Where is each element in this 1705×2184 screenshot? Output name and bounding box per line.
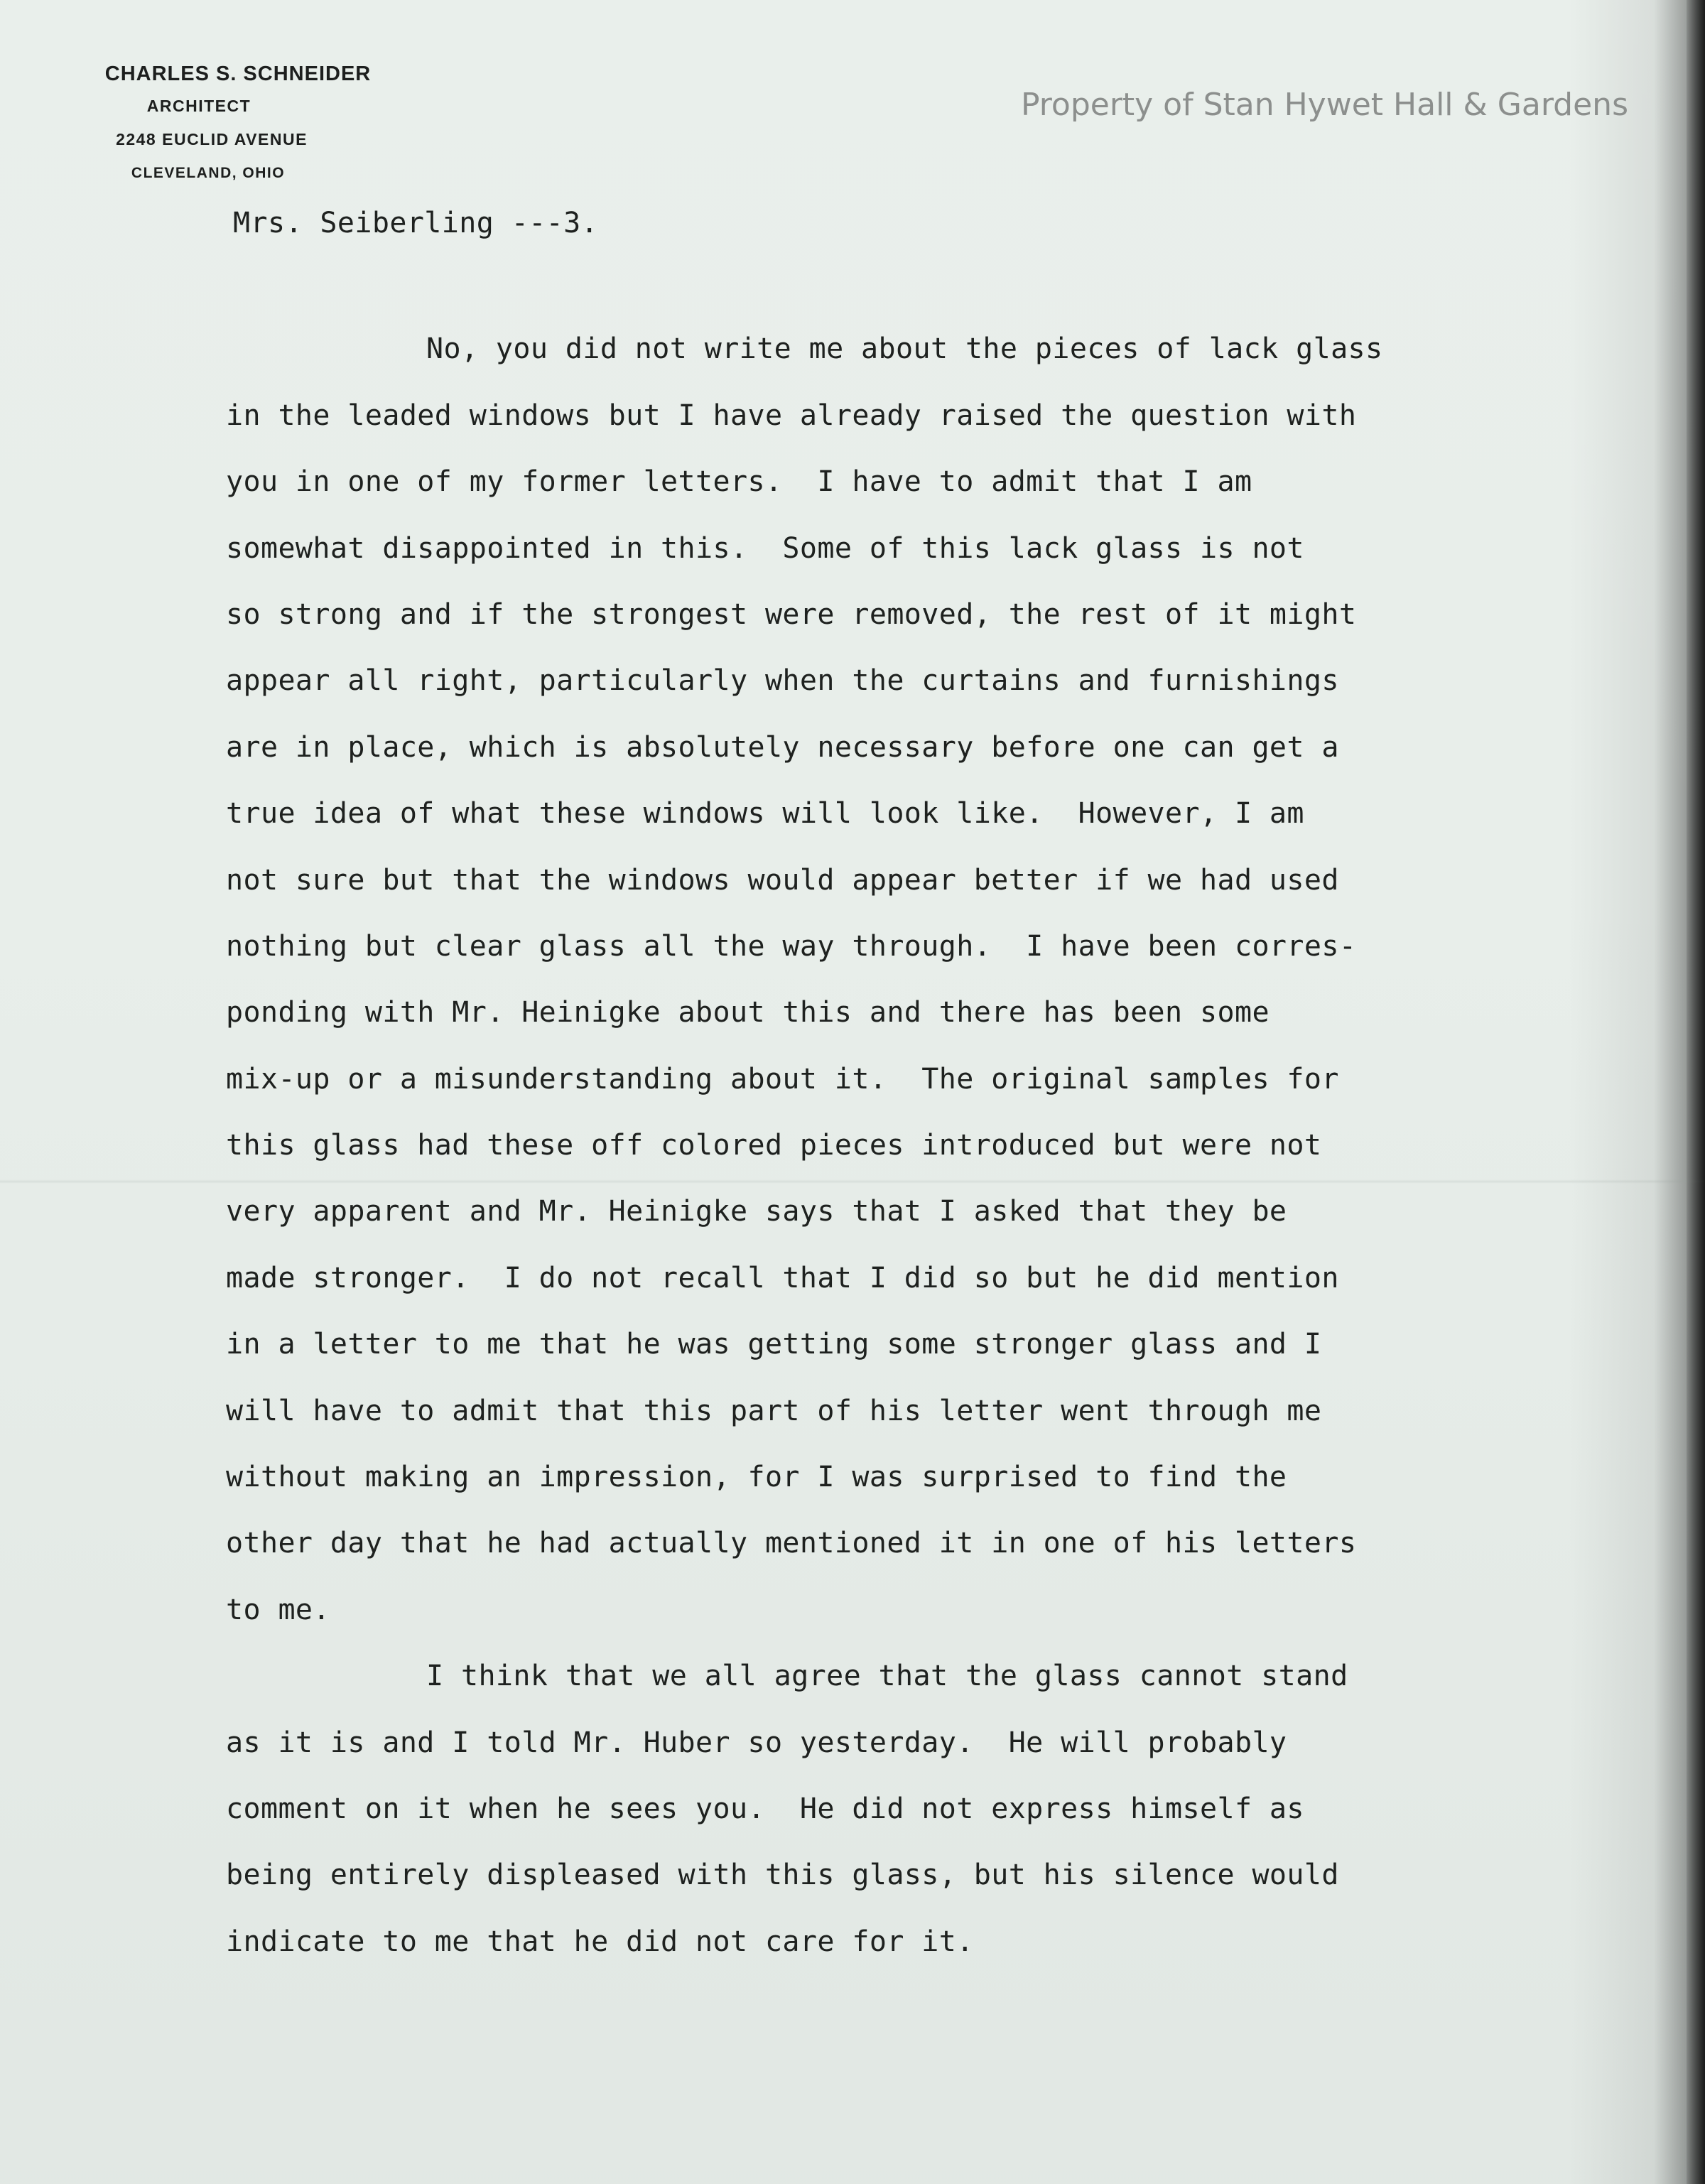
letterhead-street: 2248 EUCLID AVENUE [116,130,308,148]
text-line: not sure but that the windows would appear better if we had used [226,863,1339,897]
text-line: in the leaded windows but I have already raised the question with [226,399,1357,432]
text-line: very apparent and Mr. Heinigke says that I asked that they be [226,1195,1287,1228]
paper-edge-shadow [1687,0,1705,2184]
text-line: to me. [226,1593,330,1626]
letter-body [226,190,1561,1975]
paragraph-1 [226,316,1561,1643]
page-heading: Mrs. Seiberling ---3. [233,207,599,239]
text-line: I think that we all agree that the glass cannot stand [426,1660,1348,1693]
letterhead-name: CHARLES S. SCHNEIDER [104,63,372,85]
text-line: you in one of my former letters. I have to admit that I am [226,465,1252,499]
text-line: mix-up or a misunderstanding about it. The original samples for [226,1062,1339,1096]
text-line: comment on it when he sees you. He did not express himself as [226,1792,1304,1825]
text-line: ponding with Mr. Heinigke about this and there has been some [226,996,1270,1029]
archive-watermark: Property of Stan Hywet Hall & Gardens [1021,87,1628,123]
text-line: without making an impression, for I was surprised to find the [226,1461,1287,1494]
text-line: other day that he had actually mentioned it in one of his letters [226,1527,1357,1560]
text-line: made stronger. I do not recall that I did so but he did mention [226,1261,1339,1294]
text-line: nothing but clear glass all the way through. I have been corres- [226,929,1357,963]
text-line: indicate to me that he did not care for it. [226,1925,974,1958]
text-line: appear all right, particularly when the curtains and furnishings [226,664,1339,698]
text-line: are in place, which is absolutely necessary before one can get a [226,730,1339,764]
text-line: will have to admit that this part of his letter went through me [226,1394,1322,1427]
letterhead-city: CLEVELAND, OHIO [131,165,286,181]
letterhead-title: ARCHITECT [146,97,251,115]
text-line: in a letter to me that he was getting some stronger glass and I [226,1328,1322,1361]
paragraph-2 [226,1643,1561,1975]
text-line: No, you did not write me about the pieces of lack glass [426,333,1383,366]
text-line: this glass had these off colored pieces introduced but were not [226,1129,1322,1162]
text-line: true idea of what these windows will look like. However, I am [226,797,1304,831]
text-line: as it is and I told Mr. Huber so yesterday. He will probably [226,1726,1287,1759]
text-line: being entirely displeased with this glass, but his silence would [226,1859,1339,1892]
text-line: so strong and if the strongest were removed, the rest of it might [226,598,1357,631]
letterhead [67,58,408,190]
text-line: somewhat disappointed in this. Some of this lack glass is not [226,531,1304,565]
